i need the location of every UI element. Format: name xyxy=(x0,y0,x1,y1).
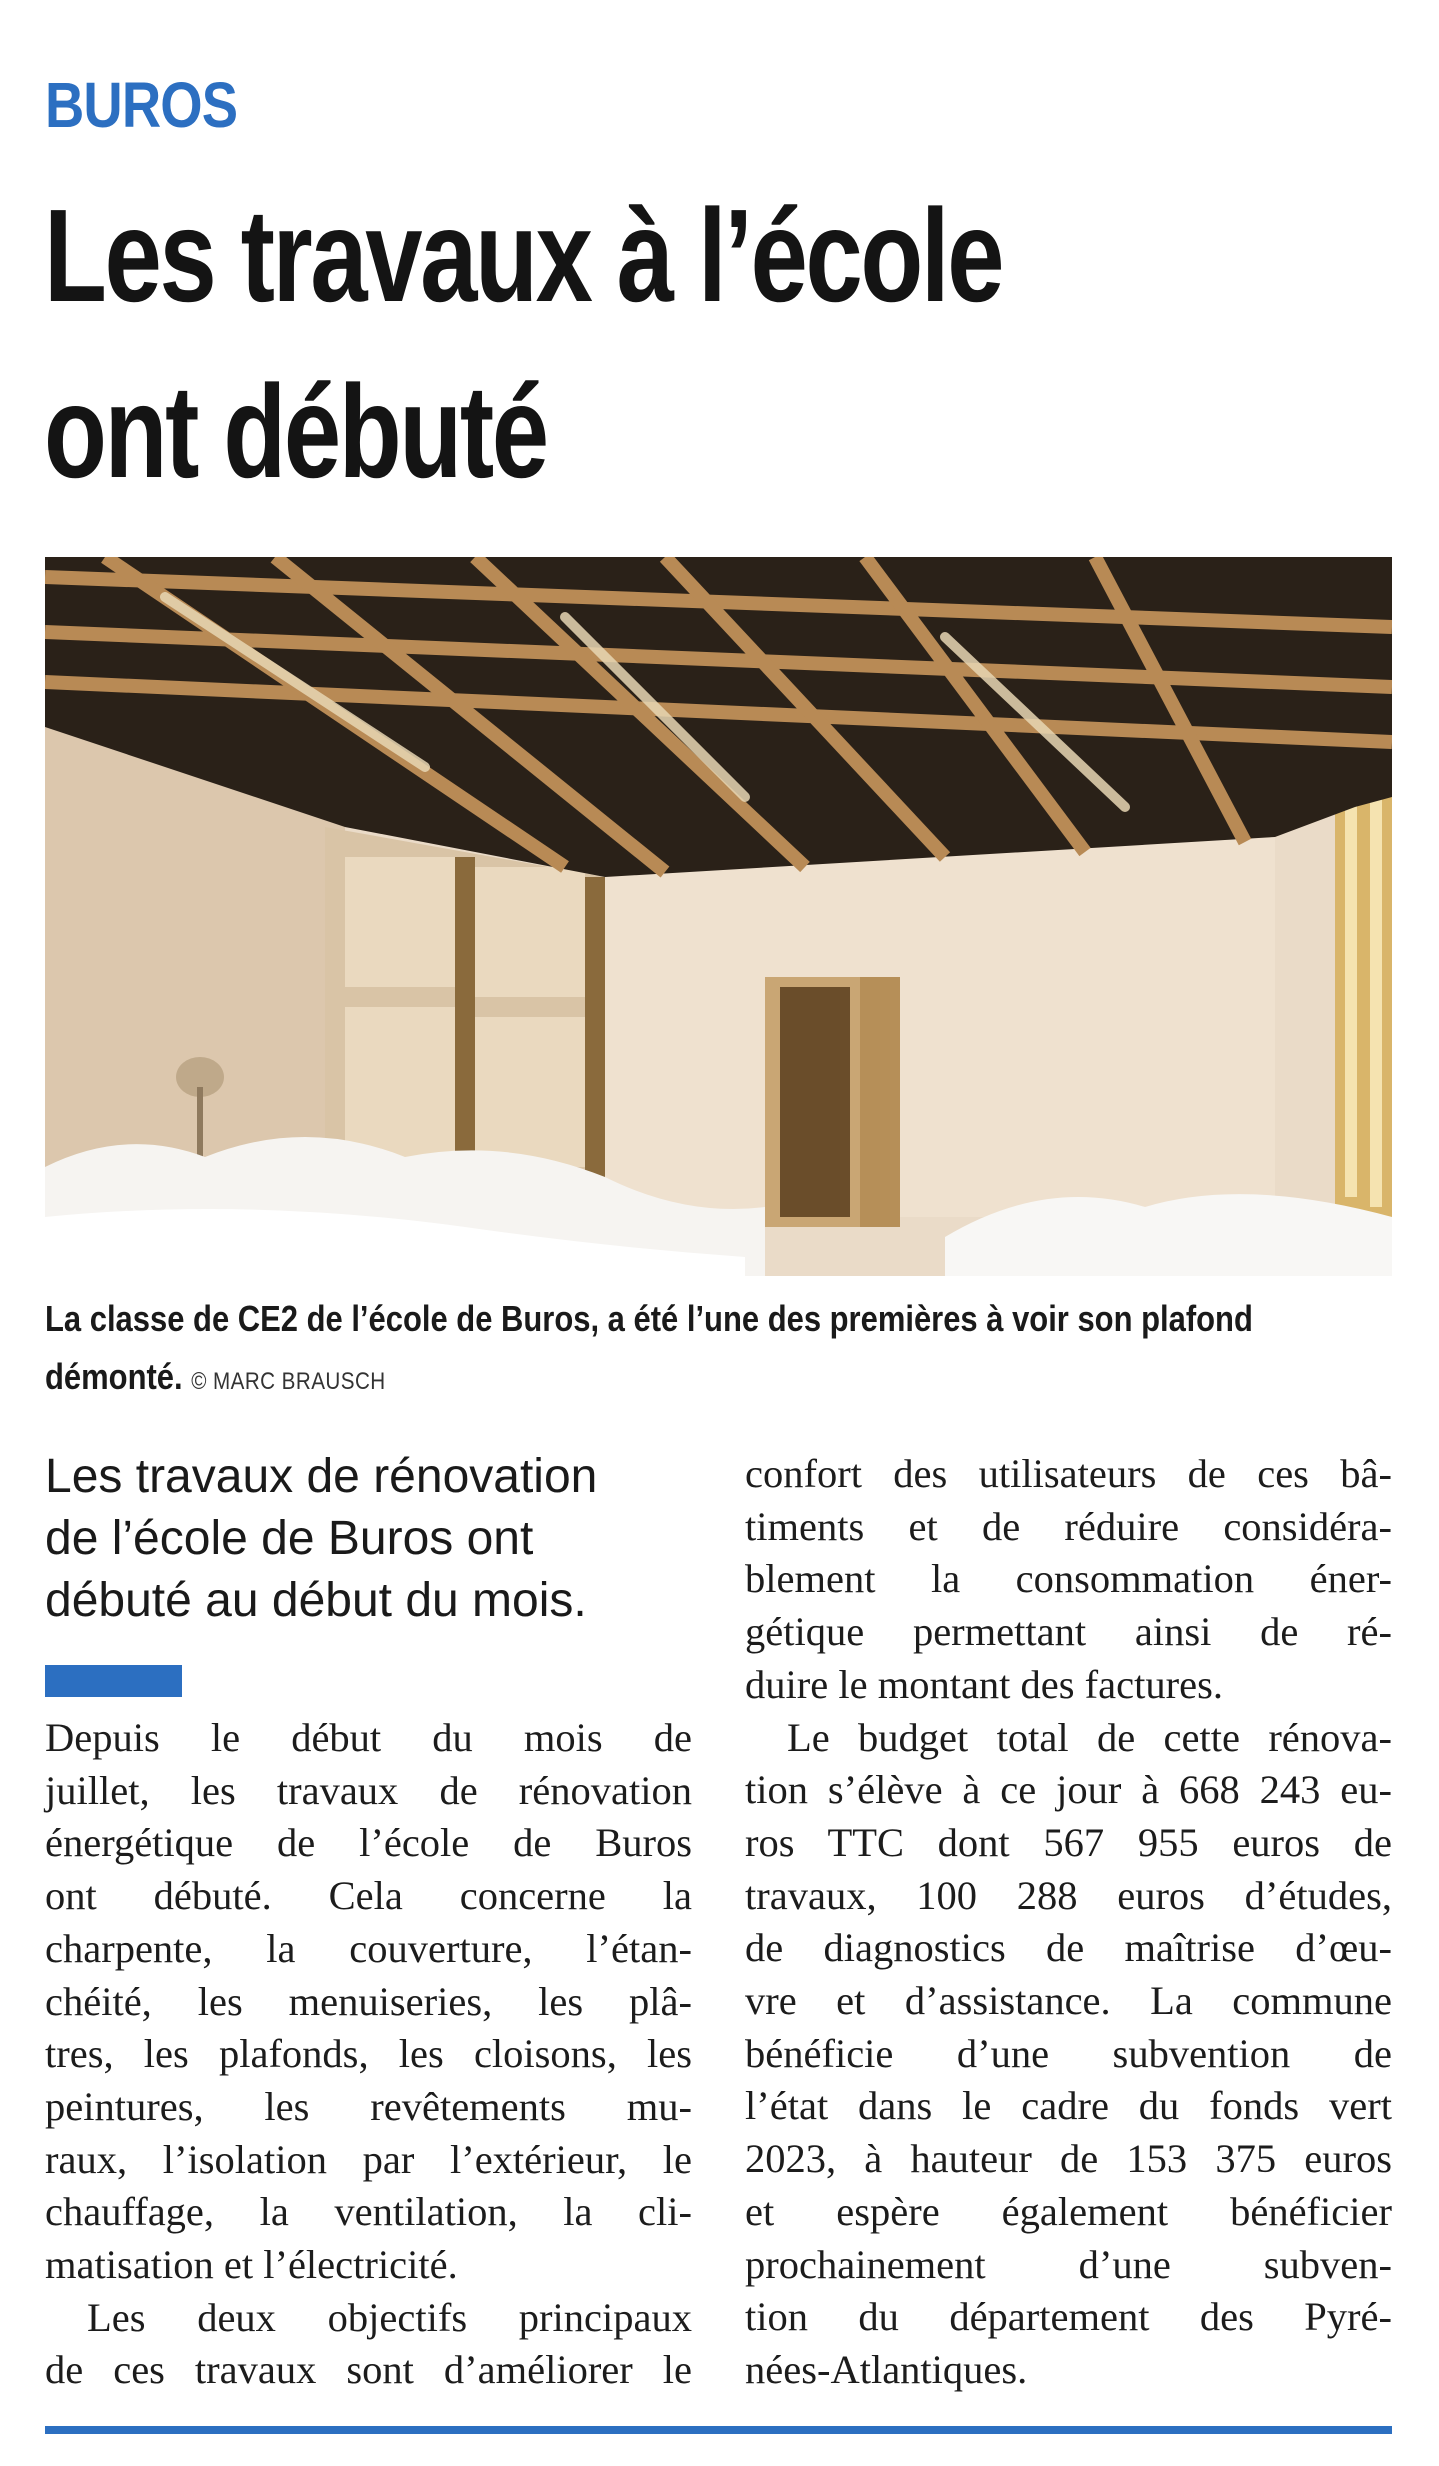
accent-rule xyxy=(45,1665,182,1697)
body-line: 2023, à hauteur de 153 375 euros xyxy=(745,2136,1392,2182)
body-line: tion s’élève à ce jour à 668 243 eu- xyxy=(745,1767,1392,1813)
classroom-illustration xyxy=(45,557,1392,1276)
body-line: prochainement d’une subven- xyxy=(745,2241,1392,2287)
body-line: peintures, les revêtements mu- xyxy=(45,2083,692,2129)
body-line: l’état dans le cadre du fonds vert xyxy=(745,2083,1392,2129)
lead-line: débuté au début du mois. xyxy=(45,1574,587,1627)
body-line: tres, les plafonds, les cloisons, les xyxy=(45,2031,692,2077)
body-line: tion du département des Pyré- xyxy=(745,2294,1392,2340)
body-line: de diagnostics de maîtrise d’œu- xyxy=(745,1925,1392,1971)
photo-caption xyxy=(45,1290,1387,1411)
body-line: chéité, les menuiseries, les plâ- xyxy=(45,1978,692,2024)
photo-credit: © MARC BRAUSCH xyxy=(191,1368,386,1395)
body-line: matisation et l’électricité. xyxy=(45,2242,458,2288)
body-line: travaux, 100 288 euros d’études, xyxy=(745,1872,1392,1918)
body-line: énergétique de l’école de Buros xyxy=(45,1820,692,1866)
body-line: ont débuté. Cela concerne la xyxy=(45,1873,692,1919)
lead-paragraph xyxy=(45,1446,685,1632)
body-line: duire le montant des factures. xyxy=(745,1661,1223,1707)
body-line: Depuis le début du mois de xyxy=(45,1715,692,1760)
body-line: Les deux objectifs principaux xyxy=(87,2294,692,2340)
body-line: et espère également bénéficier xyxy=(745,2188,1392,2234)
body-line: chauffage, la ventilation, la cli- xyxy=(45,2189,692,2235)
body-line: Le budget total de cette rénova- xyxy=(787,1714,1392,1760)
body-line: nées-Atlantiques. xyxy=(745,2346,1028,2392)
body-line: confort des utilisateurs de ces bâ- xyxy=(745,1451,1392,1496)
body-line: charpente, la couverture, l’étan- xyxy=(45,1925,692,1971)
body-line: raux, l’isolation par l’extérieur, le xyxy=(45,2136,692,2182)
body-line: de ces travaux sont d’améliorer le xyxy=(45,2347,692,2393)
caption-line: La classe de CE2 de l’école de Buros, a été l’une des premières à voir son plafond xyxy=(45,1298,1253,1339)
body-line: gétique permettant ainsi de ré- xyxy=(745,1609,1392,1655)
body-line: ros TTC dont 567 955 euros de xyxy=(745,1819,1392,1865)
classroom-photo xyxy=(45,557,1392,1276)
lead-line: de l’école de Buros ont xyxy=(45,1512,534,1565)
bottom-rule xyxy=(45,2426,1392,2434)
body-line: vre et d’assistance. La commune xyxy=(745,1978,1392,2024)
lead-line: Les travaux de rénovation xyxy=(45,1450,598,1503)
body-line: timents et de réduire considéra- xyxy=(745,1503,1392,1549)
body-column-left xyxy=(45,1712,692,2397)
body-line: juillet, les travaux de rénovation xyxy=(45,1767,692,1813)
caption-line xyxy=(45,1348,1387,1411)
headline xyxy=(44,168,1019,520)
caption-text: démonté. xyxy=(45,1356,183,1397)
headline-line: Les travaux à l’école xyxy=(44,182,1003,329)
section-kicker: BUROS xyxy=(45,69,238,141)
headline-line: ont débuté xyxy=(44,358,547,505)
body-line: blement la consommation éner- xyxy=(745,1556,1392,1602)
body-column-right xyxy=(745,1448,1392,2397)
body-line: bénéficie d’une subvention de xyxy=(745,2030,1392,2076)
